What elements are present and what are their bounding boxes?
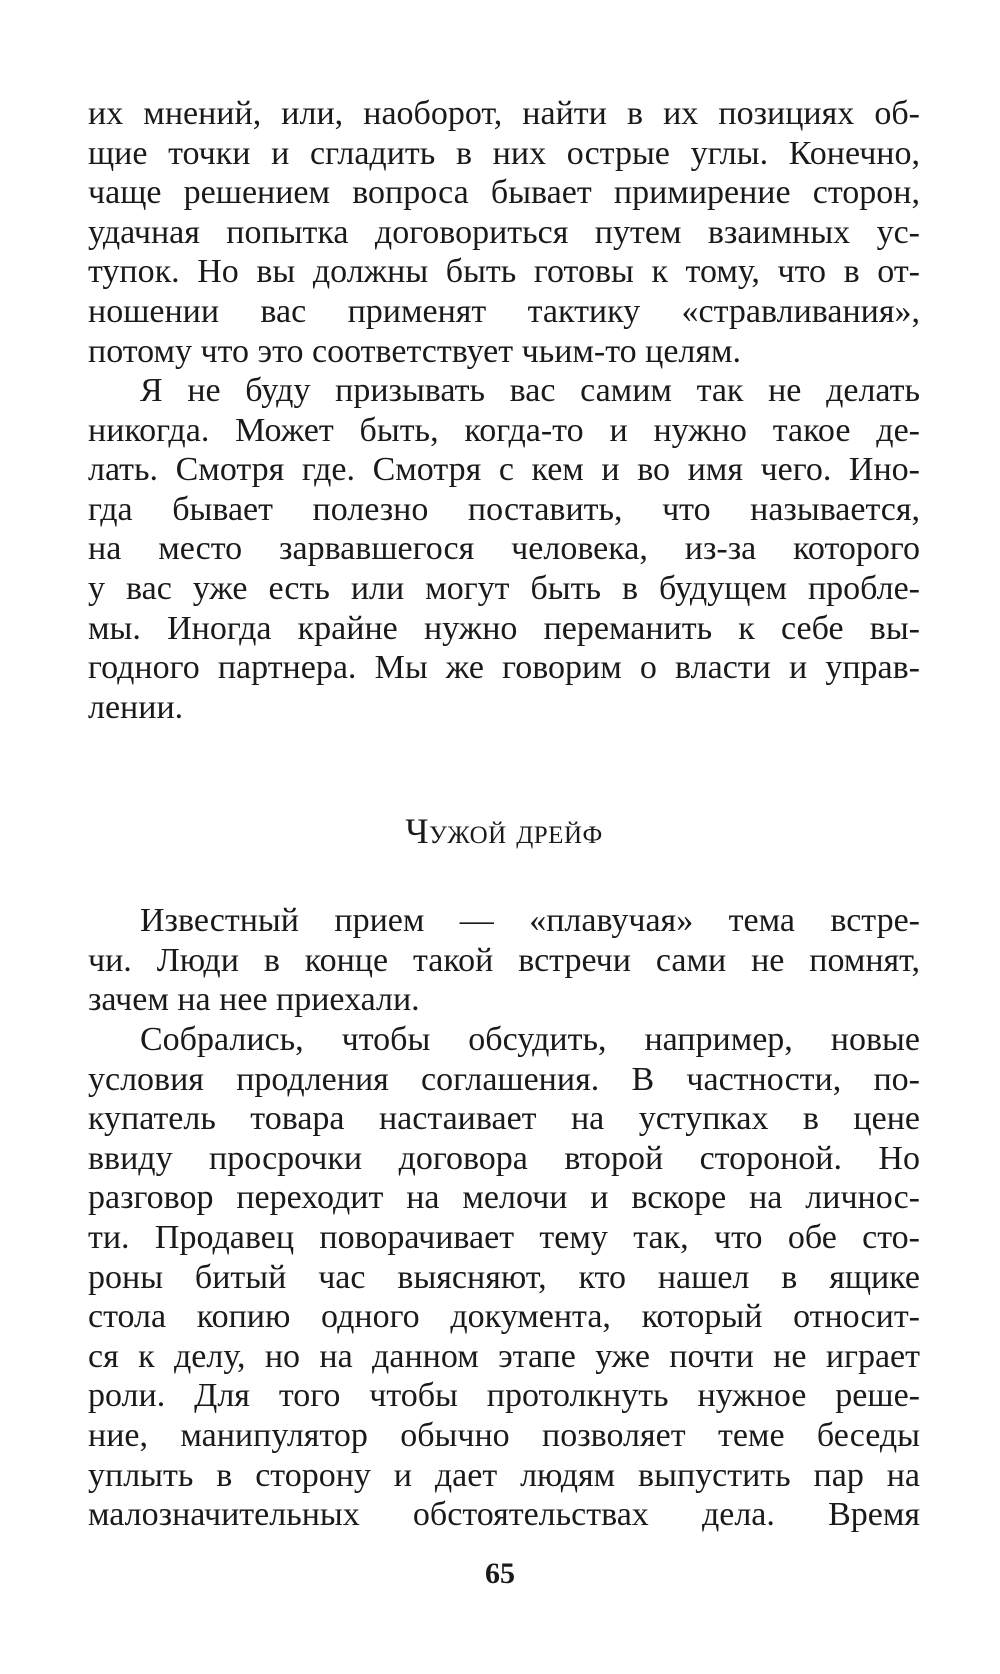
paragraph-line: лении. — [88, 688, 184, 726]
paragraph-line: щие точки и сгладить в них острые углы. Конечно, — [88, 134, 920, 172]
paragraph-line: у вас уже есть или могут быть в будущем пробле- — [88, 569, 920, 607]
paragraph-line: чаще решением вопроса бывает примирение сторон, — [88, 174, 920, 212]
paragraph-line: Я не буду призывать вас самим так не делать — [140, 372, 920, 409]
paragraph-line: гда бывает полезно поставить, что называется, — [88, 490, 920, 528]
paragraph-line: купатель товара настаивает на уступках в цене — [88, 1100, 920, 1138]
paragraph-line: зачем на нее приехали. — [88, 981, 420, 1019]
paragraph-line: Известный прием — «плавучая» тема встре- — [140, 902, 920, 939]
paragraph-2 — [88, 371, 920, 727]
paragraph-line: разговор переходит на мелочи и вскоре на личнос- — [88, 1179, 920, 1217]
paragraph-line: Собрались, чтобы обсудить, например, новые — [140, 1021, 920, 1058]
paragraph-line: их мнений, или, наоборот, найти в их позициях об- — [88, 95, 920, 132]
paragraph-line: на место зарвавшегося человека, из-за которого — [88, 530, 920, 568]
paragraph-line: чи. Люди в конце такой встречи сами не помнят, — [88, 941, 920, 979]
paragraph-line: роли. Для того чтобы протолкнуть нужное реше- — [88, 1377, 920, 1415]
paragraph-line: мы. Иногда крайне нужно переманить к себе вы- — [88, 609, 920, 647]
paragraph-line: роны битый час выясняют, кто нашел в ящике — [88, 1258, 920, 1296]
paragraph-line: уплыть в сторону и дает людям выпустить пар на — [88, 1456, 920, 1494]
paragraph-line: ние, манипулятор обычно позволяет теме беседы — [88, 1416, 920, 1454]
paragraph-line: никогда. Может быть, когда-то и нужно такое де- — [88, 411, 920, 449]
paragraph-line: условия продления соглашения. В частности, по- — [88, 1060, 920, 1098]
paragraph-line: ношении вас применят тактику «стравливания», — [88, 292, 920, 330]
paragraph-line: ти. Продавец поворачивает тему так, что обе сто- — [88, 1218, 920, 1256]
paragraph-line: годного партнера. Мы же говорим о власти и управ- — [88, 649, 920, 687]
paragraph-line: ся к делу, но на данном этапе уже почти не играет — [88, 1337, 920, 1375]
paragraph-3 — [88, 901, 920, 1020]
paragraph-1 — [88, 94, 920, 371]
section-title: Чужой дрейф — [405, 811, 603, 851]
paragraph-line: ввиду просрочки договора второй стороной. Но — [88, 1139, 920, 1177]
paragraph-line: удачная попытка договориться путем взаимных ус- — [88, 213, 920, 251]
paragraph-line: тупок. Но вы должны быть готовы к тому, что в от- — [88, 253, 920, 291]
paragraph-line: малозначительных обстоятельствах дела. Время — [88, 1496, 920, 1534]
paragraph-line: потому что это соответствует чьим-то целям. — [88, 332, 742, 370]
paragraph-line: стола копию одного документа, который относит- — [88, 1298, 920, 1336]
page-number: 65 — [485, 1557, 515, 1590]
paragraph-4 — [88, 1020, 920, 1535]
paragraph-line: лать. Смотря где. Смотря с кем и во имя чего. Ино- — [88, 451, 920, 489]
